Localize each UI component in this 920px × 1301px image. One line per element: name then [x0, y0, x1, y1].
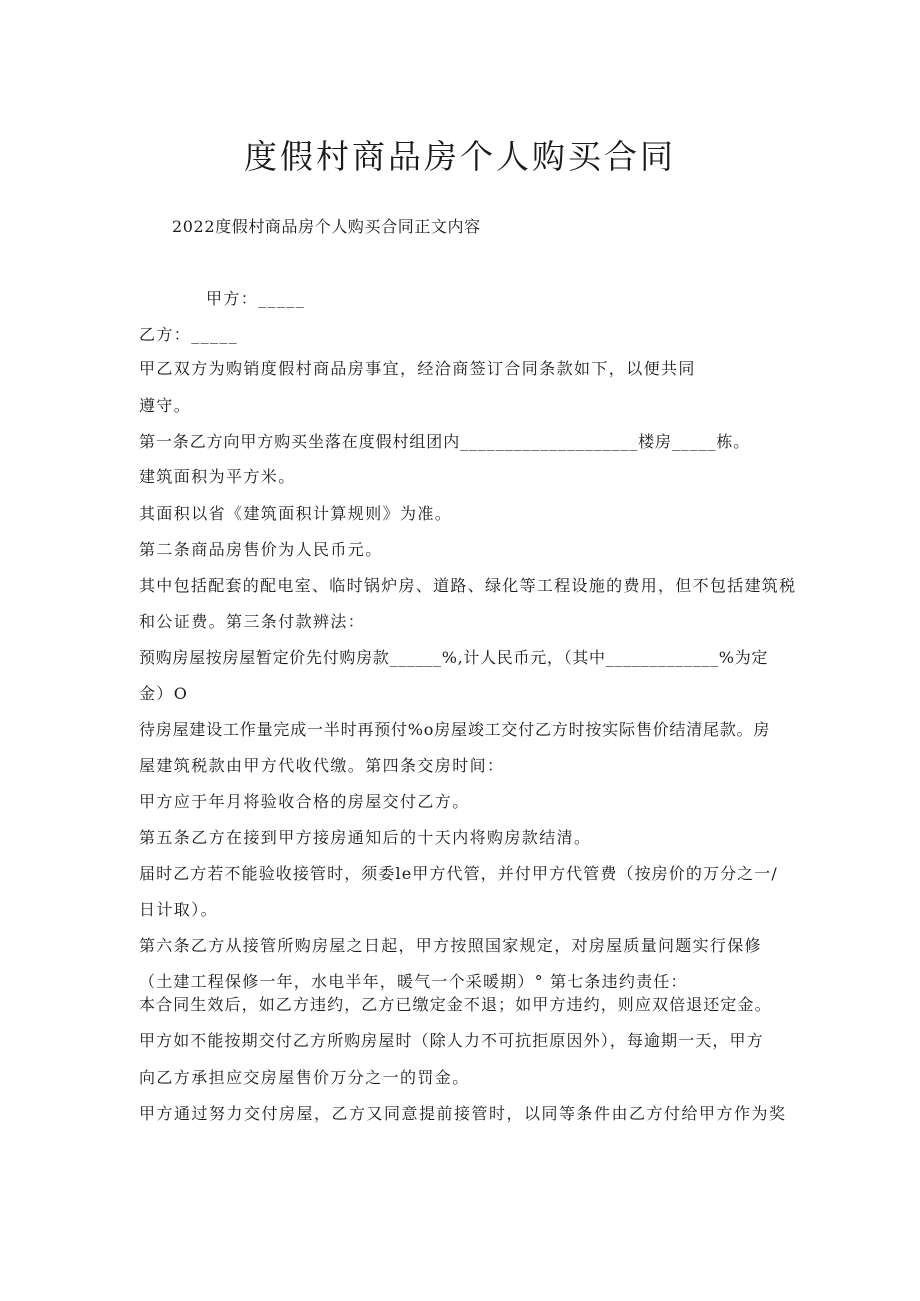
- body-line: 日计取）。: [139, 900, 219, 919]
- document-subtitle: 2022度假村商品房个人购买合同正文内容: [172, 217, 481, 236]
- body-line: 本合同生效后，如乙方违约，乙方已缴定金不退；如甲方违约，则应双倍退还定金。: [139, 995, 772, 1014]
- body-line: 遵守。: [139, 396, 192, 415]
- body-line: 甲方应于年月将验收合格的房屋交付乙方。: [139, 792, 470, 811]
- body-line: 届时乙方若不能验收接管时，须委le甲方代管，并付甲方代管费（按房价的万分之一/: [139, 864, 778, 883]
- body-line: 建筑面积为平方米。: [139, 467, 296, 486]
- body-line: 待房屋建设工作量完成一半时再预付%o房屋竣工交付乙方时按实际售价结清尾款。房: [139, 720, 771, 739]
- body-line: 屋建筑税款由甲方代收代缴。第四条交房时间：: [139, 756, 505, 775]
- body-line: 其面积以省《建筑面积计算规则》为准。: [139, 504, 453, 523]
- body-line: 甲方如不能按期交付乙方所购房屋时（除人力不可抗拒原因外），每逾期一天，甲方: [139, 1031, 764, 1050]
- body-line: 甲方通过努力交付房屋，乙方又同意提前接管时，以同等条件由乙方付给甲方作为奖: [139, 1104, 787, 1123]
- body-line: 其中包括配套的配电室、临时锅炉房、道路、绿化等工程设施的费用，但不包括建筑税: [139, 576, 797, 595]
- body-line: 第二条商品房售价为人民币元。: [139, 540, 383, 559]
- body-line: 第一条乙方向甲方购买坐落在度假村组团内____________________楼房_____栋。: [139, 432, 751, 451]
- body-line: 第五条乙方在接到甲方接房通知后的十天内将购房款结清。: [139, 828, 592, 847]
- body-line: 甲乙双方为购销度假村商品房事宜，经洽商签订合同条款如下，以便共同: [139, 359, 696, 378]
- body-line: 向乙方承担应交房屋售价万分之一的罚金。: [139, 1068, 470, 1087]
- party-b-line: 乙方：_____: [139, 325, 239, 344]
- body-line: 预购房屋按房屋暂定价先付购房款______%,计人民币元，（其中_____________%为定: [139, 648, 769, 667]
- document-title: 度假村商品房个人购买合同: [244, 137, 676, 176]
- body-line: 第六条乙方从接管所购房屋之日起，甲方按照国家规定，对房屋质量问题实行保修: [139, 936, 762, 955]
- party-a-line: 甲方：_____: [206, 289, 306, 308]
- body-line: （土建工程保修一年，水电半年，暖气一个采暖期）° 第七条违约责任：: [139, 972, 688, 991]
- body-line: 金）O: [139, 684, 189, 703]
- body-line: 和公证费。第三条付款辨法：: [139, 612, 366, 631]
